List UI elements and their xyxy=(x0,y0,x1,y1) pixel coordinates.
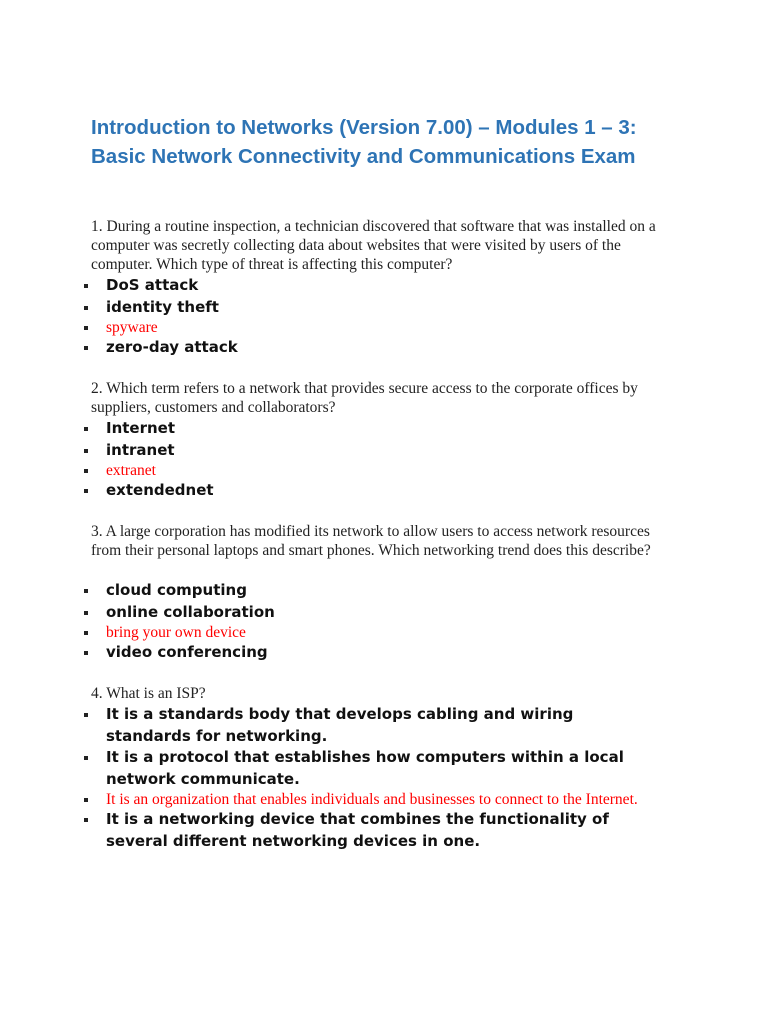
option-q3-c-correct: bring your own device xyxy=(82,623,682,642)
question-1-options xyxy=(82,275,682,359)
option-q4-a: It is a standards body that develops cabling and wiring standards for networking. xyxy=(82,704,652,747)
option-q4-d: It is a networking device that combines the functionality of several different networking devices in one. xyxy=(82,809,652,852)
exam-title: Introduction to Networks (Version 7.00) – Modules 1 – 3: Basic Network Connectivity and Communications Exam xyxy=(91,116,637,168)
option-q3-a: cloud computing xyxy=(82,580,682,602)
option-q4-c-correct: It is an organization that enables individuals and businesses to connect to the Internet. xyxy=(82,790,652,809)
question-3-text: 3. A large corporation has modified its network to allow users to access network resources from their personal laptops and smart phones. Which networking trend does this describe? xyxy=(91,523,651,559)
option-q1-d: zero-day attack xyxy=(82,337,682,359)
option-q1-a: DoS attack xyxy=(82,275,682,297)
question-2-text: 2. Which term refers to a network that provides secure access to the corporate offices by suppliers, customers and collaborators? xyxy=(91,380,638,416)
option-q2-a: Internet xyxy=(82,418,682,440)
option-q3-d: video conferencing xyxy=(82,642,682,664)
option-q2-c-correct: extranet xyxy=(82,461,682,480)
option-q2-d: extendednet xyxy=(82,480,682,502)
option-q2-b: intranet xyxy=(82,440,682,462)
question-3-options xyxy=(82,580,682,664)
question-1-text: 1. During a routine inspection, a technician discovered that software that was installed on a computer was secretly collecting data about websites that were visited by users of the computer. Which type of threat is affecting this computer? xyxy=(91,218,656,273)
option-q3-b: online collaboration xyxy=(82,602,682,624)
question-4-text: 4. What is an ISP? xyxy=(91,685,206,702)
option-q4-b: It is a protocol that establishes how computers within a local network communicate. xyxy=(82,747,652,790)
option-q1-c-correct: spyware xyxy=(82,318,682,337)
question-4-options xyxy=(82,704,652,852)
option-q1-b: identity theft xyxy=(82,297,682,319)
question-2-options xyxy=(82,418,682,502)
